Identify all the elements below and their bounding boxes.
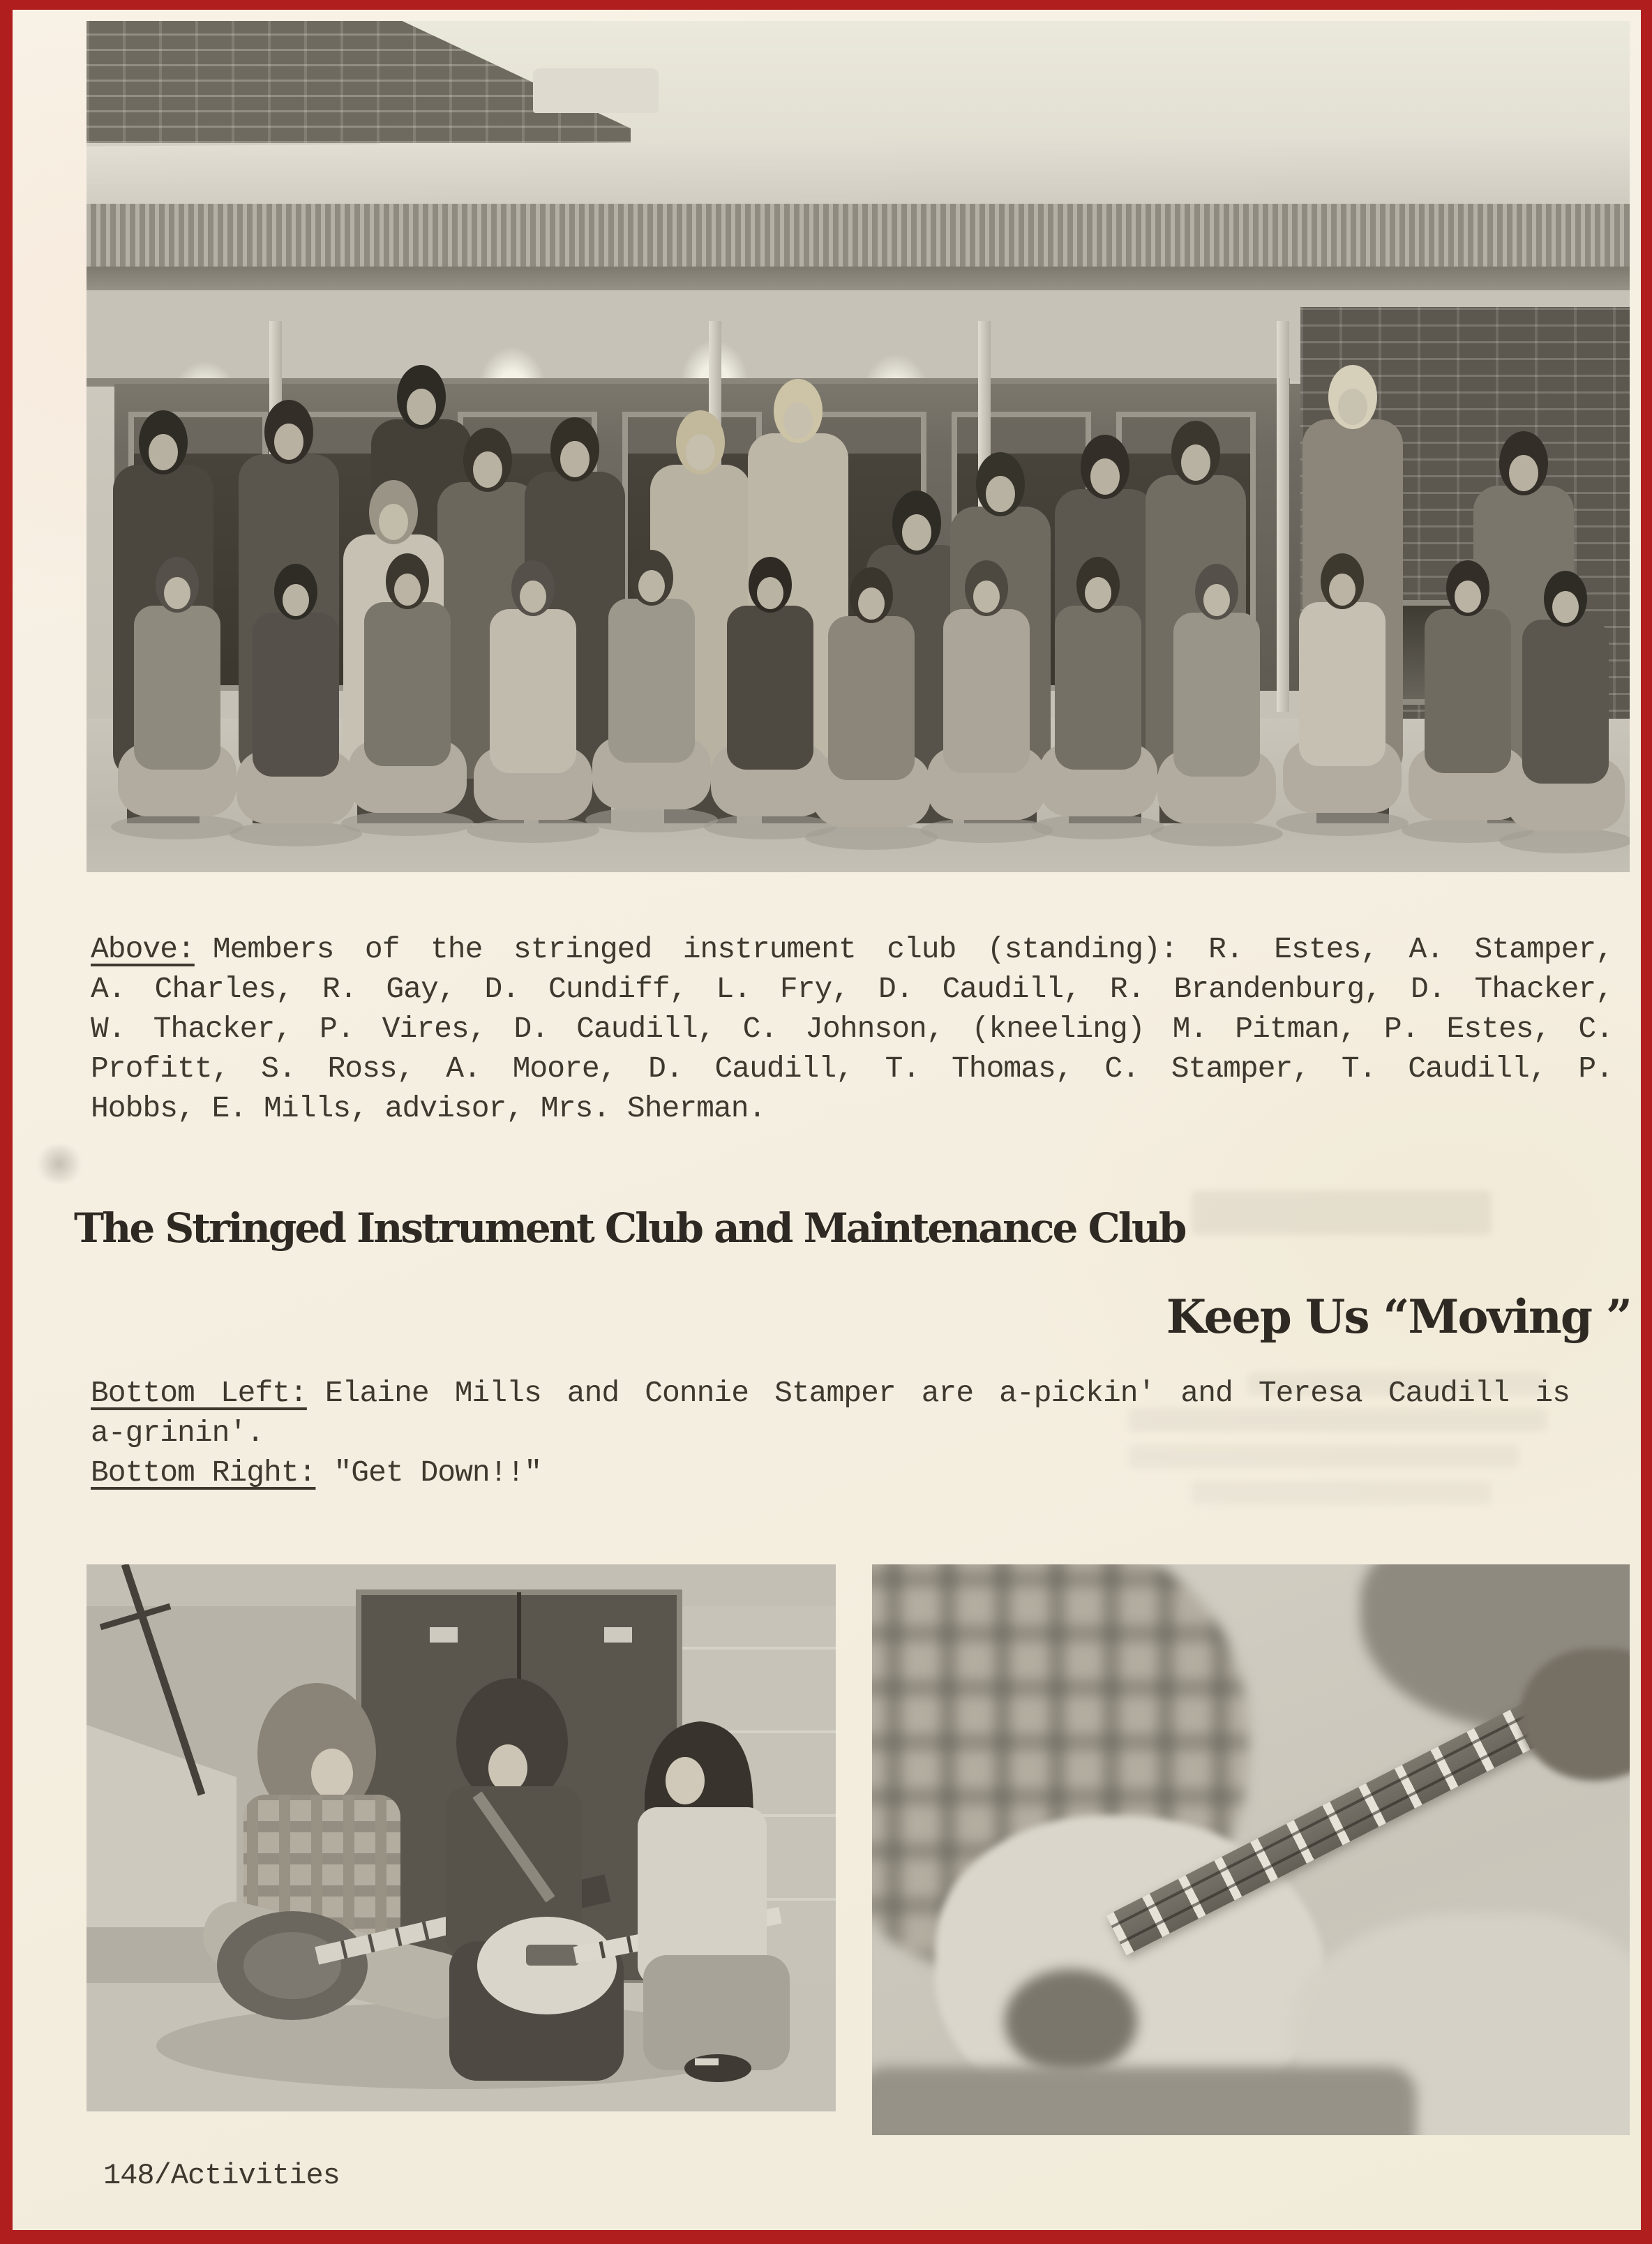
page-paper (13, 10, 1641, 2230)
caption-line: A. Charles, R. Gay, D. Cundiff, L. Fry, D. Caudill, R. Brandenburg, D. Thacker, (91, 972, 1613, 1006)
caption-label: Above: (91, 932, 195, 966)
caption-bottom-right (91, 1453, 1570, 1493)
caption-line (91, 1373, 1570, 1413)
club-members-silhouettes (87, 21, 1630, 872)
headline-title: The Stringed Instrument Club and Maintenance Club (74, 1204, 1185, 1252)
caption-label: Bottom Left: (91, 1376, 307, 1410)
caption-above (91, 929, 1613, 1128)
caption-text: Members of the stringed instrument club (standing): R. Estes, A. Stamper, (212, 932, 1613, 966)
caption-bottom-left (91, 1373, 1570, 1453)
guitar-trio-photo (87, 1564, 836, 2111)
caption-text: Elaine Mills and Connie Stamper are a-pickin' and Teresa Caudill is (324, 1376, 1570, 1410)
headline-subtitle: Keep Us “Moving ” (1166, 1289, 1631, 1344)
caption-line: Hobbs, E. Mills, advisor, Mrs. Sherman. (91, 1091, 766, 1125)
bass-closeup-photo (872, 1564, 1630, 2135)
bleed-through-text (1192, 1190, 1492, 1235)
ink-smudge (33, 1144, 85, 1183)
group-photo (87, 21, 1630, 872)
caption-line: W. Thacker, P. Vires, D. Caudill, C. Johnson, (kneeling) M. Pitman, P. Estes, C. (91, 1012, 1613, 1046)
caption-text: "Get Down!!" (333, 1456, 542, 1490)
guitar-shadow (1005, 1969, 1137, 2074)
page-number: 148/Activities (103, 2159, 340, 2192)
caption-line: Profitt, S. Ross, A. Moore, D. Caudill, T. Thomas, C. Stamper, T. Caudill, P. (91, 1052, 1613, 1086)
caption-line: a-grinin'. (91, 1416, 264, 1450)
caption-line (91, 929, 1613, 969)
caption-label: Bottom Right: (91, 1456, 316, 1490)
guitar-trio-illustration (87, 1564, 836, 2111)
player-lap (872, 2067, 1416, 2135)
